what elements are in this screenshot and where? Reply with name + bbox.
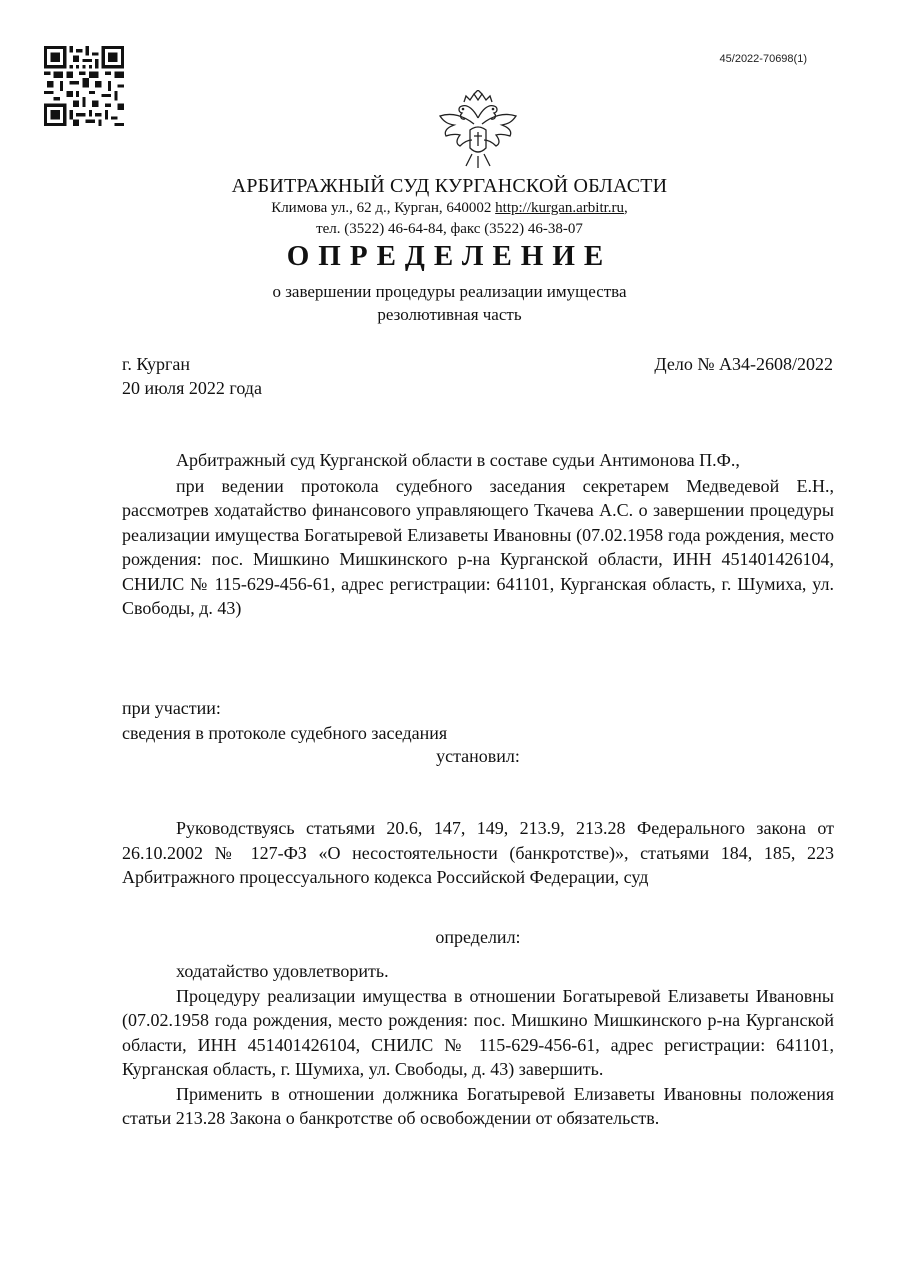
coat-of-arms-icon	[434, 90, 522, 172]
court-name: АРБИТРАЖНЫЙ СУД КУРГАНСКОЙ ОБЛАСТИ	[231, 175, 668, 197]
ruled-heading-block	[122, 925, 834, 950]
ruled-heading: определил:	[435, 927, 521, 947]
date: 20 июля 2022 года	[122, 378, 262, 398]
ruling-3: Применить в отношении должника Богатыревой Елизаветы Ивановны положения статьи 213.28 Закона о банкротстве об освобождении от обязательств.	[122, 1083, 834, 1128]
court-website-link[interactable]: http://kurgan.arbitr.ru	[495, 200, 625, 216]
court-address-line	[0, 200, 899, 217]
intro-section	[122, 448, 834, 621]
address-suffix: ,	[624, 200, 628, 216]
qr-code-icon	[44, 46, 124, 126]
paragraph-legal-basis: Руководствуясь статьями 20.6, 147, 149, 213.9, 213.28 Федерального закона от 26.10.2002 № 127-ФЗ «О несостоятельности (банкротстве)», статьями 184, 185, 223 Арбитражного процессуального кодекса Российской Федерации, суд	[122, 818, 834, 887]
participation-label: при участии:	[122, 698, 221, 718]
paragraph-secretary: при ведении протокола судебного заседания секретарем Медведевой Е.Н., рассмотрев ходатайство финансового управляющего Ткачева А.С. о завершении процедуры реализации имущества Богатыревой Елизаветы Ивановны (07.02.1958 года рождения, место рождения: пос. Мишкино Мишкинского р-на Курганской области, ИНН 451401426104, СНИЛС № 115-629-456-61, адрес регистрации: 641101, Курганская область, г. Шумиха, ул. Свободы, д. 43)	[122, 475, 834, 618]
ruling-section	[122, 959, 834, 1131]
subject-line: о завершении процедуры реализации имущества	[272, 282, 627, 301]
established-heading-block	[122, 744, 834, 769]
document-title: ОПРЕДЕЛЕНИЕ	[286, 240, 613, 272]
document-subject	[0, 280, 899, 326]
court-phones: тел. (3522) 46-64-84, факс (3522) 46-38-07	[316, 221, 583, 237]
ruling-1: ходатайство удовлетворить.	[176, 961, 389, 981]
document-number: 45/2022-70698(1)	[719, 53, 807, 65]
case-number: Дело № А34-2608/2022	[654, 354, 833, 374]
court-address: Климова ул., 62 д., Курган, 640002	[271, 200, 492, 216]
subject-line-resolution: резолютивная часть	[377, 305, 522, 324]
established-heading: установил:	[436, 746, 520, 766]
paragraph-intro: Арбитражный суд Курганской области в составе судьи Антимонова П.Ф.,	[176, 450, 740, 470]
city: г. Курган	[122, 354, 191, 374]
participation-section	[122, 696, 834, 745]
legal-basis-section	[122, 816, 834, 890]
participation-value: сведения в протоколе судебного заседания	[122, 722, 448, 743]
ruling-2: Процедуру реализации имущества в отношении Богатыревой Елизаветы Ивановны (07.02.1958 года рождения, место рождения: пос. Мишкино Мишкинского р-на Курганской области, ИНН 451401426104, СНИЛС № 115-629-456-61, адрес регистрации: 641101, Курганская область, г. Шумиха, ул. Свободы, д. 43) завершить.	[122, 985, 834, 1079]
